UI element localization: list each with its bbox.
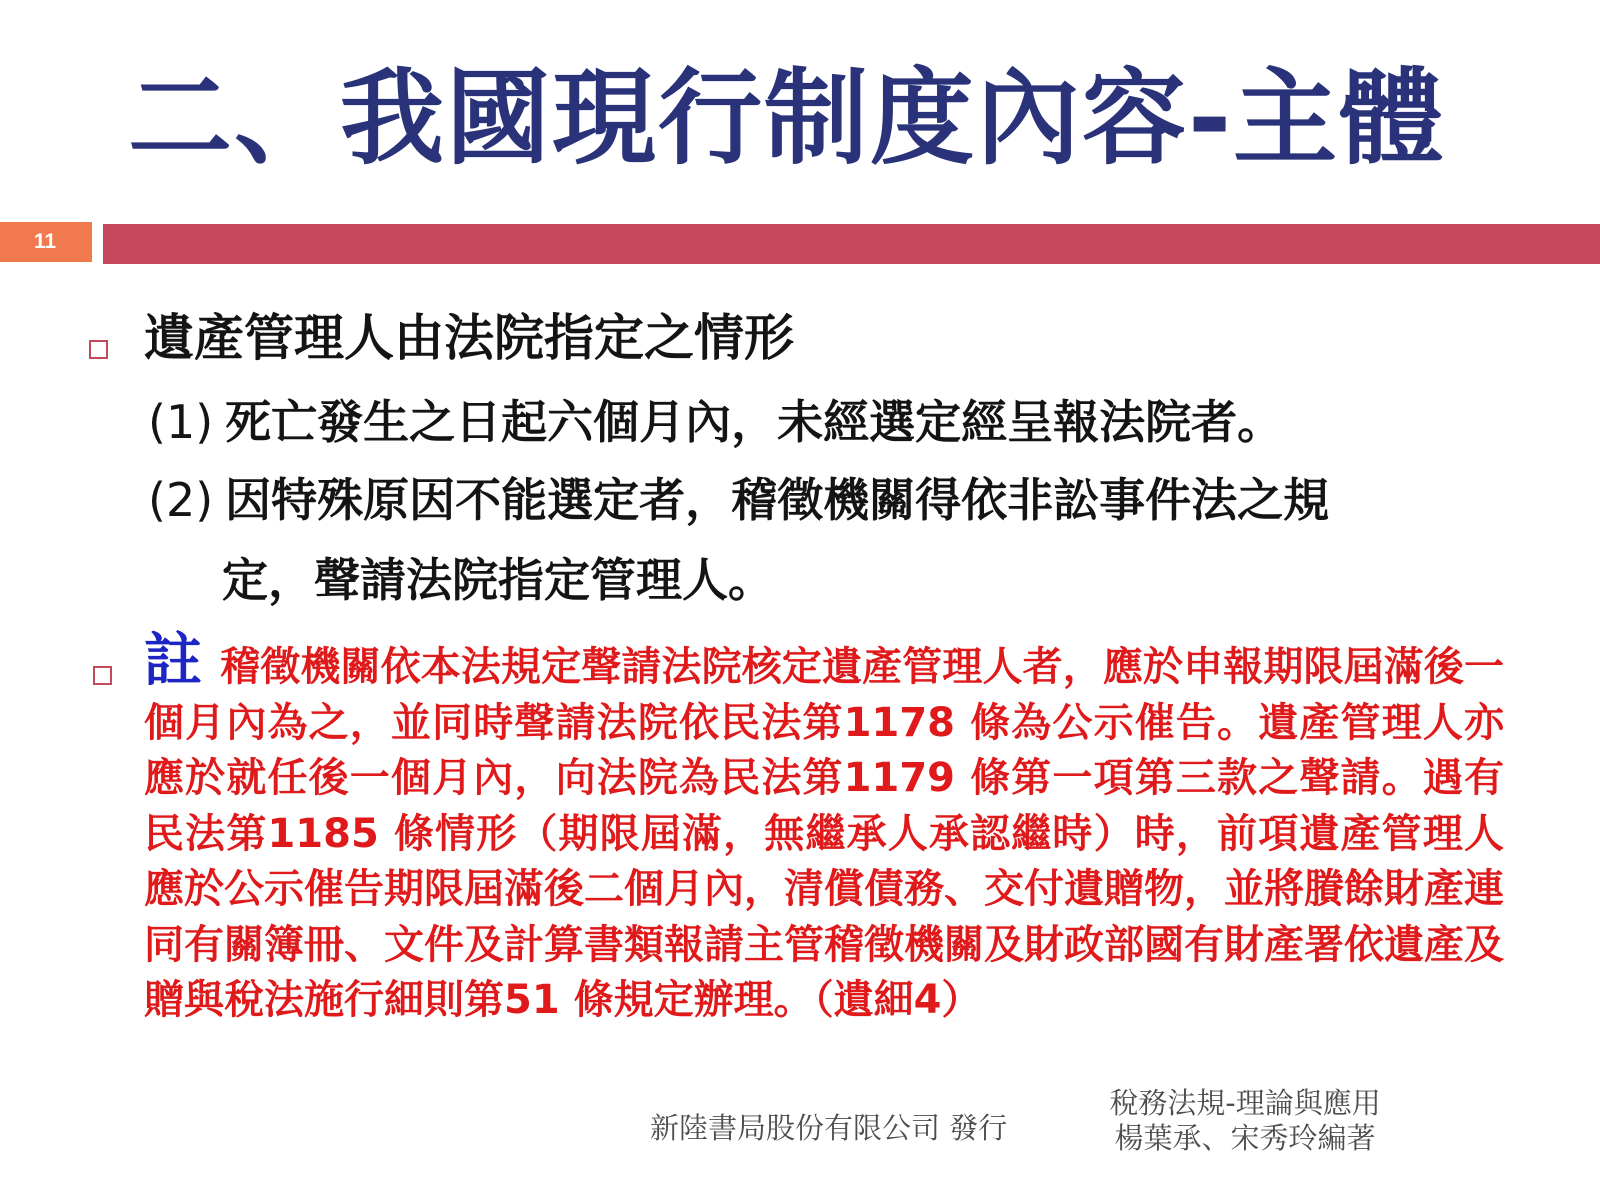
- list-item-text: 死亡發生之日起六個月內，未經選定經呈報法院者。: [225, 395, 1284, 449]
- square-bullet-icon: [93, 666, 112, 685]
- slide-title: 二、我國現行制度內容-主體: [128, 57, 1446, 179]
- header-accent-bar: [103, 224, 1600, 264]
- note-paragraph: [144, 626, 1504, 1029]
- list-item: [148, 470, 1329, 530]
- list-item-continuation: 定，聲請法院指定管理人。: [222, 553, 774, 607]
- bullet-heading: 遺產管理人由法院指定之情形: [144, 309, 794, 367]
- note-label: 註: [144, 626, 203, 694]
- book-credit: [1095, 1086, 1395, 1156]
- book-authors: 楊葉承、宋秀玲編著: [1114, 1121, 1376, 1155]
- list-item-number: (1): [148, 395, 214, 449]
- book-title: 稅務法規-理論與應用: [1109, 1086, 1381, 1120]
- list-item: [148, 392, 1283, 452]
- note-text: 稽徵機關依本法規定聲請法院核定遺產管理人者，應於申報期限屆滿後一個月內為之，並同時聲請法院依民法第1178 條為公示催告。遺產管理人亦應於就任後一個月內，向法院為民法第1179 條第一項第三款之聲請。遇有民法第1185 條情形（期限屆滿，無繼承人承認繼時）時，前項遺產管理人應於公示催告期限屆滿後二個月內，清償債務、交付遺贈物，並將賸餘財產連同有關簿冊、文件及計算書類報請主管稽徵機關及財政部國有財產署依遺產及贈與稅法施行細則第51 條規定辦理。（遺細4）: [144, 644, 1504, 1023]
- list-item-text: 因特殊原因不能選定者，稽徵機關得依非訟事件法之規: [225, 473, 1330, 527]
- page-number-badge: 11: [0, 222, 92, 262]
- list-item-number: (2): [148, 473, 214, 527]
- square-bullet-icon: [89, 340, 108, 359]
- publisher-credit: 新陸書局股份有限公司 發行: [650, 1111, 1008, 1145]
